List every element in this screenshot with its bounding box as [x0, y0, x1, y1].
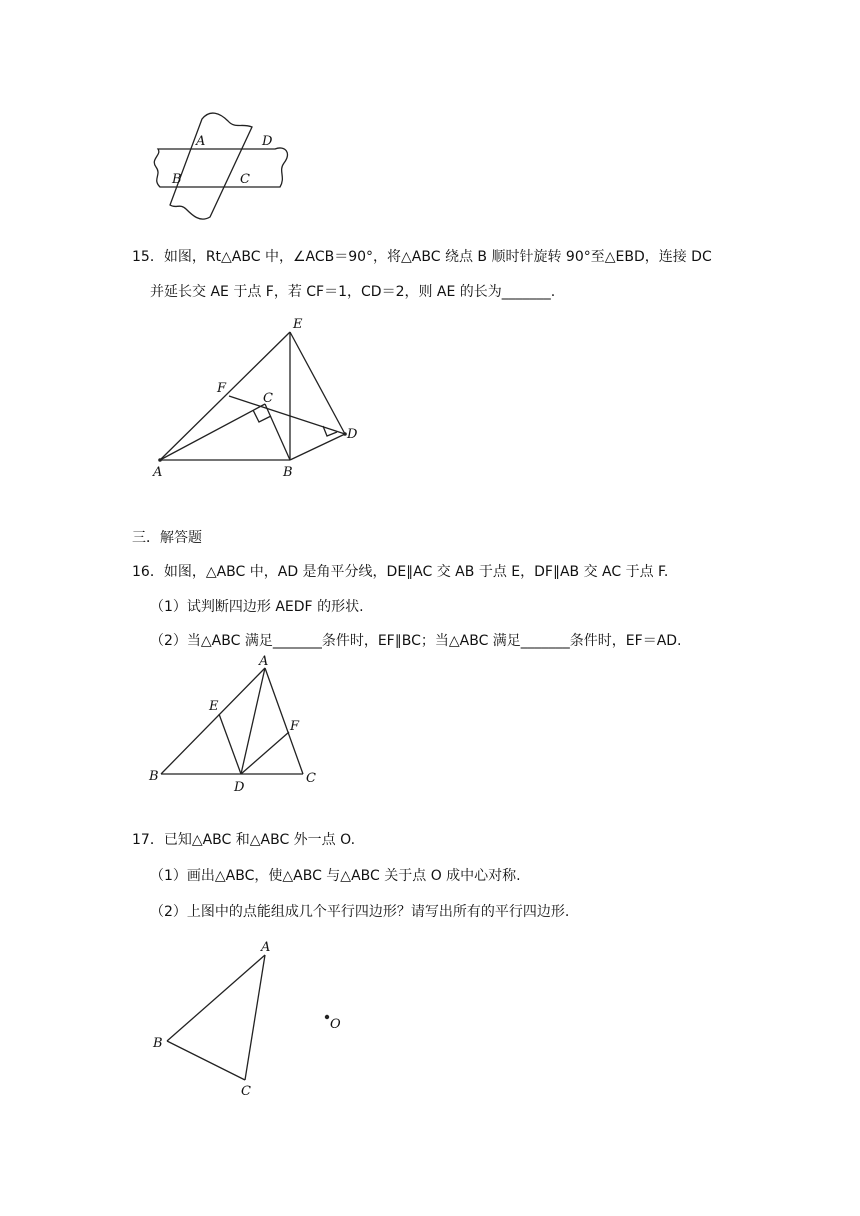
figure-q16 — [145, 652, 330, 797]
label-O: O — [330, 1017, 341, 1032]
label-B: B — [172, 172, 182, 187]
q16-stem: 16．如图，△ABC 中，AD 是角平分线，DE∥AC 交 AB 于点 E，DF∥AB 交 AC 于点 F. — [132, 564, 669, 580]
q15-line2: 并延长交 AE 于点 F，若 CF＝1，CD＝2，则 AE 的长为_______. — [150, 284, 556, 300]
label-A: A — [196, 134, 206, 149]
q17-part2: （2）上图中的点能组成几个平行四边形？请写出所有的平行四边形. — [150, 904, 570, 920]
label-B: B — [149, 769, 159, 784]
label-F: F — [217, 381, 227, 396]
figure-q14 — [140, 105, 300, 225]
label-B: B — [283, 465, 293, 480]
label-C: C — [306, 771, 316, 786]
label-F: F — [290, 719, 300, 734]
label-C: C — [240, 172, 250, 187]
q16-part1: （1）试判断四边形 AEDF 的形状. — [150, 599, 364, 615]
label-D: D — [234, 780, 245, 795]
q15-line1: 15．如图，Rt△ABC 中，∠ACB＝90°，将△ABC 绕点 B 顺时针旋转 90°至△EBD，连接 DC — [132, 249, 712, 265]
q17-part1: （1）画出△ABC，使△ABC 与△ABC 关于点 O 成中心对称. — [150, 868, 521, 884]
q17-stem: 17．已知△ABC 和△ABC 外一点 O. — [132, 832, 356, 848]
label-E: E — [293, 317, 303, 332]
section-title: 三．解答题 — [132, 530, 202, 546]
figure-q17 — [145, 935, 360, 1100]
figure-q15 — [145, 312, 370, 482]
label-D: D — [262, 134, 273, 149]
q16-part2: （2）当△ABC 满足_______条件时，EF∥BC；当△ABC 满足_______条件时，EF＝AD. — [150, 633, 682, 649]
label-A: A — [261, 940, 271, 955]
label-C: C — [263, 391, 273, 406]
label-A: A — [153, 465, 163, 480]
label-D: D — [347, 427, 358, 442]
label-C: C — [241, 1084, 251, 1099]
label-B: B — [153, 1036, 163, 1051]
label-A: A — [259, 654, 269, 669]
label-E: E — [209, 699, 219, 714]
